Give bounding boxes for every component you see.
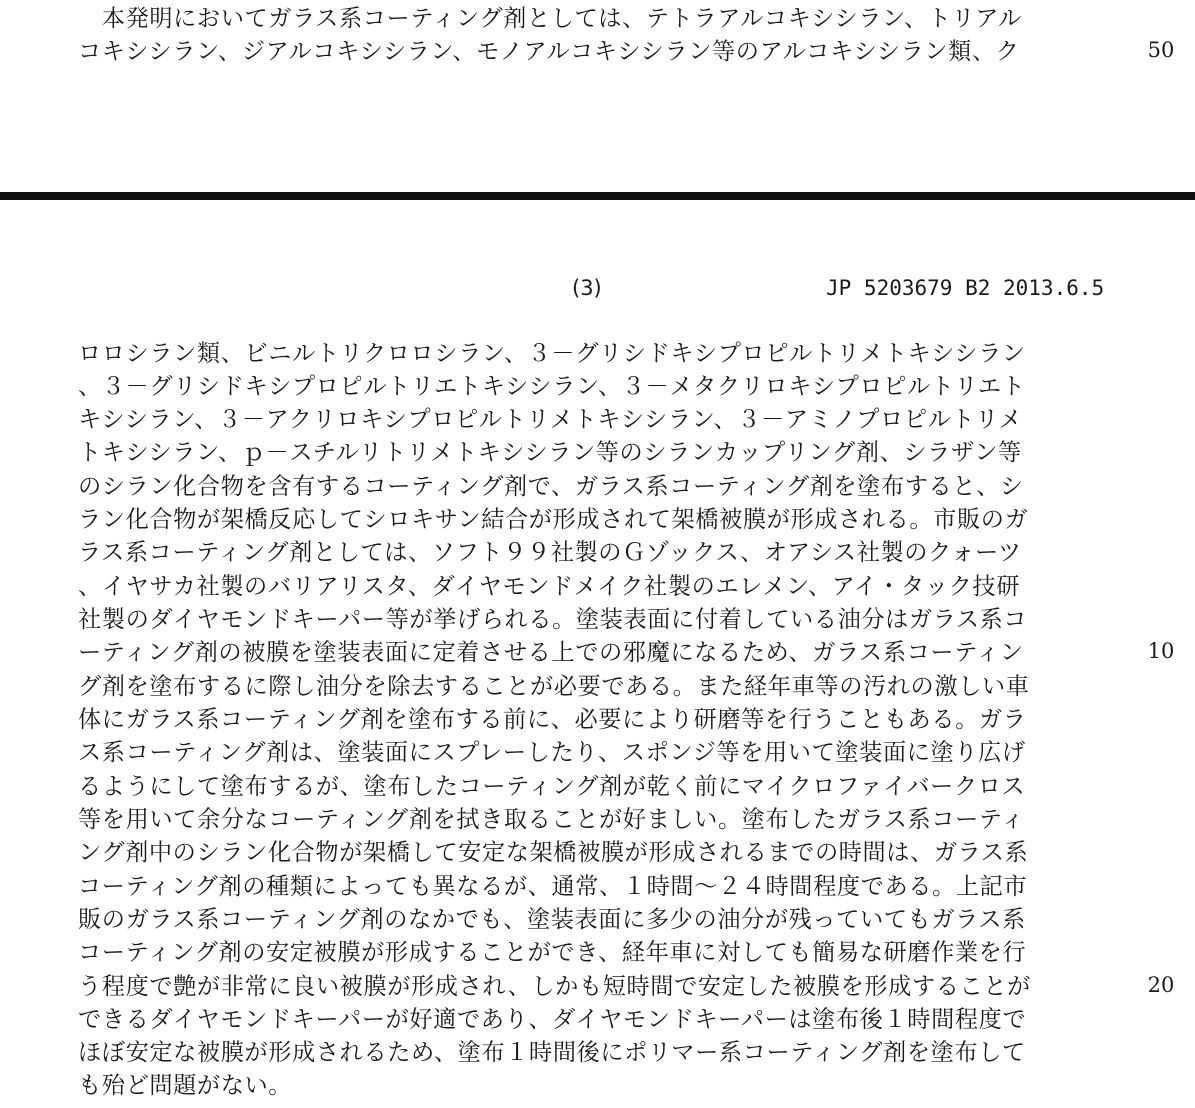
- body-line: う程度で艶が非常に良い被膜が形成され、しかも短時間で安定した被膜を形成することが: [78, 973, 1031, 1000]
- line-number-10: 10: [1147, 639, 1175, 663]
- body-line: 、３－グリシドキシプロピルトリエトキシシラン、３－メタクリロキシプロピルトリエト: [78, 373, 1026, 400]
- top-text-line: 本発明においてガラス系コーティング剤としては、テトラアルコキシシラン、トリアル: [78, 5, 1022, 32]
- page-number: (3): [572, 276, 602, 300]
- body-line: コーティング剤の安定被膜が形成することができ、経年車に対しても簡易な研磨作業を行: [78, 939, 1027, 966]
- body-line: も殆ど問題がない。: [78, 1072, 293, 1099]
- body-line: ス系コーティング剤は、塗装面にスプレーしたり、スポンジ等を用いて塗装面に塗り広げ: [78, 739, 1026, 766]
- body-line: ほぼ安定な被膜が形成されるため、塗布１時間後にポリマー系コーティング剤を塗布して: [78, 1039, 1026, 1066]
- line-number-50: 50: [1147, 38, 1175, 62]
- body-line: ング剤中のシラン化合物が架橋して安定な架橋被膜が形成されるまでの時間は、ガラス系: [78, 839, 1029, 866]
- line-number-20: 20: [1147, 973, 1175, 997]
- body-line: 販のガラス系コーティング剤のなかでも、塗装表面に多少の油分が残っていてもガラス系: [78, 906, 1026, 933]
- body-line: グ剤を塗布するに際し油分を除去することが必要である。また経年車等の汚れの激しい車: [78, 673, 1030, 700]
- body-line: キシシラン、３－アクリロキシプロピルトリメトキシシラン、３－アミノプロピルトリメ: [78, 406, 1023, 433]
- body-line: ーティング剤の被膜を塗装表面に定着させる上での邪魔になるため、ガラス系コーティン: [78, 639, 1024, 666]
- document-id: JP 5203679 B2 2013.6.5: [826, 276, 1105, 300]
- top-text-line: コキシシラン、ジアルコキシシラン、モノアルコキシシラン等のアルコキシシラン類、ク: [78, 38, 1020, 65]
- body-line: 体にガラス系コーティング剤を塗布する前に、必要により研磨等を行うこともある。ガラ: [78, 706, 1027, 733]
- body-line: ラス系コーティング剤としては、ソフト９９社製のＧゾックス、オアシス社製のクォーツ: [78, 539, 1022, 566]
- body-line: 、イヤサカ社製のバリアリスタ、ダイヤモンドメイク社製のエレメン、アイ・タック技研: [78, 573, 1020, 600]
- body-line: コーティング剤の種類によっても異なるが、通常、１時間～２４時間程度である。上記市: [78, 873, 1028, 900]
- body-line: トキシシラン、ｐ－スチルリトリメトキシシラン等のシランカップリング剤、シラザン等: [78, 439, 1022, 466]
- body-line: のシラン化合物を含有するコーティング剤で、ガラス系コーティング剤を塗布すると、シ: [78, 473, 1024, 500]
- page-divider: [0, 192, 1195, 200]
- body-line: ラン化合物が架橋反応してシロキサン結合が形成されて架橋被膜が形成される。市販のガ: [78, 506, 1029, 533]
- body-line: 社製のダイヤモンドキーパー等が挙げられる。塗装表面に付着している油分はガラス系コ: [78, 606, 1028, 633]
- body-line: ロロシラン類、ビニルトリクロロシラン、３－グリシドキシプロピルトリメトキシシラン: [78, 340, 1026, 367]
- body-line: 等を用いて余分なコーティング剤を拭き取ることが好ましい。塗布したガラス系コーティ: [78, 806, 1025, 833]
- body-line: できるダイヤモンドキーパーが好適であり、ダイヤモンドキーパーは塗布後１時間程度で: [78, 1006, 1027, 1033]
- body-line: るようにして塗布するが、塗布したコーティング剤が乾く前にマイクロファイバークロス: [78, 773, 1026, 800]
